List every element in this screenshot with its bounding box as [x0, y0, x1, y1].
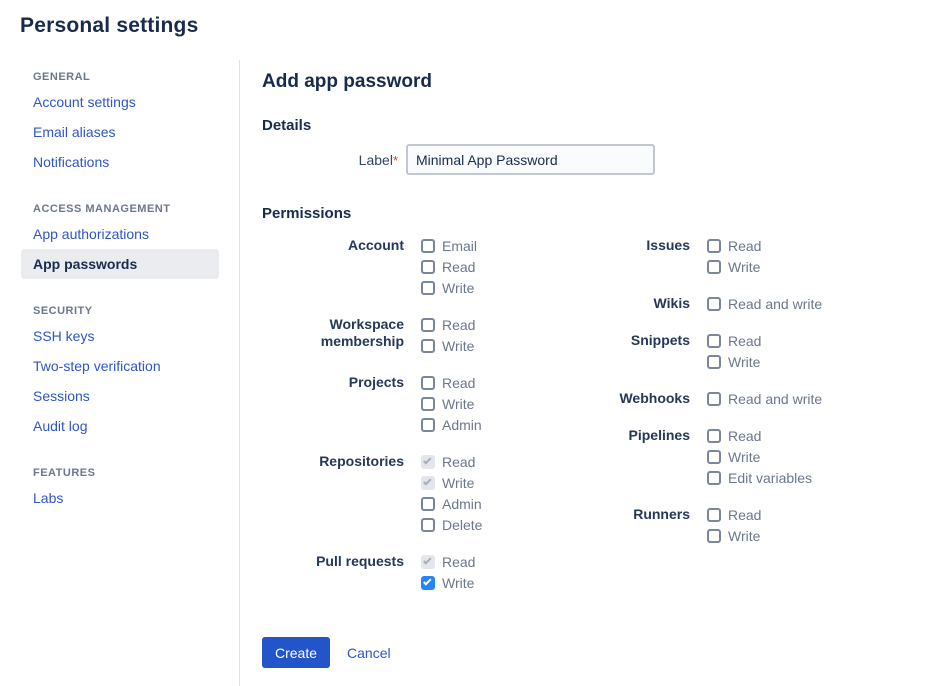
- sidebar-section-access-management: [21, 203, 219, 279]
- sidebar-section-header: SECURITY: [33, 305, 93, 317]
- perm-option-webhooks-read-write: [707, 388, 822, 409]
- required-asterisk: *: [392, 152, 398, 168]
- checkbox-label[interactable]: Edit variables: [728, 469, 813, 486]
- perm-option-repositories-read: [421, 451, 482, 472]
- permissions-columns: [262, 235, 936, 609]
- details-section-heading: Details: [262, 117, 312, 134]
- checkbox-label: Write: [442, 474, 475, 491]
- perm-group-name: Workspace membership: [320, 316, 404, 349]
- perm-group-pipelines: [548, 425, 834, 488]
- checkbox[interactable]: [421, 239, 435, 253]
- perm-option-runners-write: [707, 525, 761, 546]
- perm-group-repositories: [262, 451, 548, 535]
- perm-options: [421, 314, 475, 356]
- perm-option-projects-write: [421, 393, 482, 414]
- perm-option-account-read: [421, 256, 477, 277]
- page-header: [0, 0, 936, 60]
- form-title: Add app password: [262, 71, 432, 92]
- checkbox[interactable]: [421, 318, 435, 332]
- checkbox[interactable]: [707, 450, 721, 464]
- checkbox[interactable]: [707, 429, 721, 443]
- checkbox-label[interactable]: Read: [442, 258, 476, 275]
- sidebar-item-email-aliases[interactable]: Email aliases: [33, 124, 116, 140]
- checkbox[interactable]: [707, 355, 721, 369]
- perm-options: [707, 425, 812, 488]
- perm-group-issues: [548, 235, 834, 277]
- sidebar-section-header: GENERAL: [33, 71, 91, 83]
- perm-group-name: Webhooks: [619, 390, 690, 406]
- perm-option-pipelines-edit-variables: [707, 467, 812, 488]
- perm-group-name: Pipelines: [628, 427, 690, 443]
- sidebar-section-header: ACCESS MANAGEMENT: [33, 203, 171, 215]
- sidebar-section-features: [21, 467, 219, 513]
- main-content: [240, 60, 936, 686]
- checkbox-label[interactable]: Write: [442, 337, 475, 354]
- checkbox[interactable]: [707, 239, 721, 253]
- label-text: Label: [358, 151, 393, 168]
- sidebar-item-account-settings[interactable]: Account settings: [33, 94, 136, 110]
- perm-group-account: [262, 235, 548, 298]
- perm-option-pipelines-write: [707, 446, 812, 467]
- sidebar-item-app-authorizations[interactable]: App authorizations: [33, 226, 149, 242]
- checkbox: [421, 455, 435, 469]
- checkbox-label[interactable]: Write: [728, 353, 761, 370]
- settings-sidebar: [0, 60, 240, 686]
- checkbox-label[interactable]: Read: [728, 332, 762, 349]
- checkbox-label[interactable]: Write: [728, 527, 761, 544]
- perm-options: [707, 504, 761, 546]
- checkbox-label[interactable]: Read: [728, 427, 762, 444]
- checkbox[interactable]: [707, 529, 721, 543]
- checkbox-label[interactable]: Email: [442, 237, 478, 254]
- sidebar-section-security: [21, 305, 219, 441]
- perm-option-issues-read: [707, 235, 761, 256]
- perm-option-account-write: [421, 277, 477, 298]
- perm-group-pull-requests: [262, 551, 548, 593]
- checkbox-label[interactable]: Read: [442, 316, 476, 333]
- perm-group-webhooks: [548, 388, 834, 409]
- perm-option-account-email: [421, 235, 477, 256]
- checkbox[interactable]: [421, 576, 435, 590]
- perm-option-runners-read: [707, 504, 761, 525]
- checkmark-icon: [423, 556, 431, 564]
- cancel-link[interactable]: Cancel: [347, 644, 391, 661]
- perm-option-pull-requests-write: [421, 572, 475, 593]
- sidebar-item-audit-log[interactable]: Audit log: [33, 418, 88, 434]
- checkmark-icon: [423, 477, 431, 485]
- perm-group-name: Projects: [348, 374, 404, 390]
- perm-option-snippets-read: [707, 330, 761, 351]
- perm-option-repositories-delete: [421, 514, 482, 535]
- label-input[interactable]: [406, 144, 655, 175]
- perm-option-projects-admin: [421, 414, 482, 435]
- checkbox-label[interactable]: Write: [442, 574, 475, 591]
- perm-group-workspace-membership: [262, 314, 548, 356]
- perm-options: [707, 293, 822, 314]
- checkbox-label[interactable]: Read: [728, 506, 762, 523]
- page-title: Personal settings: [20, 14, 199, 37]
- sidebar-item-ssh-keys[interactable]: SSH keys: [33, 328, 95, 344]
- perm-options: [707, 330, 761, 372]
- perm-options: [421, 551, 475, 593]
- perm-group-name: Pull requests: [316, 553, 404, 569]
- checkbox[interactable]: [421, 339, 435, 353]
- checkbox: [421, 476, 435, 490]
- checkbox-label[interactable]: Delete: [442, 516, 483, 533]
- perm-option-pipelines-read: [707, 425, 812, 446]
- checkbox[interactable]: [421, 397, 435, 411]
- checkbox-label: Read: [442, 553, 476, 570]
- checkbox-label: Read: [442, 453, 476, 470]
- checkbox-label[interactable]: Write: [728, 448, 761, 465]
- checkbox[interactable]: [707, 260, 721, 274]
- checkbox[interactable]: [707, 508, 721, 522]
- checkbox[interactable]: [421, 518, 435, 532]
- checkmark-icon: [423, 577, 431, 585]
- checkbox-label[interactable]: Read and write: [728, 390, 823, 407]
- perm-options: [707, 235, 761, 277]
- perm-option-pull-requests-read: [421, 551, 475, 572]
- perm-group-name: Runners: [633, 506, 690, 522]
- sidebar-item-notifications[interactable]: Notifications: [33, 154, 110, 170]
- checkbox-label[interactable]: Admin: [442, 495, 482, 512]
- perm-options: [421, 451, 482, 535]
- checkbox[interactable]: [421, 418, 435, 432]
- sidebar-item-two-step-verification[interactable]: Two-step verification: [33, 358, 161, 374]
- perm-option-workspace-write: [421, 335, 475, 356]
- perm-group-snippets: [548, 330, 834, 372]
- checkbox[interactable]: [707, 297, 721, 311]
- permissions-column-left: [262, 235, 548, 609]
- checkbox-label[interactable]: Write: [728, 258, 761, 275]
- layout: [0, 60, 936, 686]
- perm-option-workspace-read: [421, 314, 475, 335]
- label-field-label: [262, 152, 398, 168]
- sidebar-item-labs[interactable]: Labs: [33, 490, 64, 506]
- label-form-row: [262, 144, 936, 175]
- form-actions: [262, 637, 936, 668]
- checkbox-label[interactable]: Read: [442, 374, 476, 391]
- permissions-column-right: [548, 235, 834, 609]
- perm-group-name: Repositories: [319, 453, 404, 469]
- perm-option-issues-write: [707, 256, 761, 277]
- checkbox[interactable]: [707, 334, 721, 348]
- checkbox-label[interactable]: Admin: [442, 416, 482, 433]
- sidebar-item-app-passwords[interactable]: App passwords: [21, 249, 219, 279]
- perm-options: [707, 388, 822, 409]
- perm-options: [421, 235, 477, 298]
- perm-option-repositories-admin: [421, 493, 482, 514]
- perm-option-snippets-write: [707, 351, 761, 372]
- checkbox-label[interactable]: Write: [442, 279, 475, 296]
- perm-options: [421, 372, 482, 435]
- perm-group-name: Account: [348, 237, 404, 253]
- checkbox: [421, 555, 435, 569]
- sidebar-section-header: FEATURES: [33, 467, 96, 479]
- checkbox-label[interactable]: Read: [728, 237, 762, 254]
- checkbox[interactable]: [421, 376, 435, 390]
- checkbox[interactable]: [421, 497, 435, 511]
- perm-group-name: Snippets: [630, 332, 690, 348]
- checkbox[interactable]: [707, 392, 721, 406]
- sidebar-section-general: [21, 71, 219, 177]
- perm-group-runners: [548, 504, 834, 546]
- checkbox-label[interactable]: Write: [442, 395, 475, 412]
- checkbox[interactable]: [421, 260, 435, 274]
- perm-group-projects: [262, 372, 548, 435]
- perm-option-wikis-read-write: [707, 293, 822, 314]
- perm-group-name: Issues: [646, 237, 690, 253]
- perm-option-repositories-write: [421, 472, 482, 493]
- checkmark-icon: [423, 456, 431, 464]
- perm-option-projects-read: [421, 372, 482, 393]
- permissions-section-heading: Permissions: [262, 205, 352, 222]
- sidebar-item-sessions[interactable]: Sessions: [33, 388, 90, 404]
- checkbox[interactable]: [421, 281, 435, 295]
- checkbox[interactable]: [707, 471, 721, 485]
- create-button[interactable]: Create: [262, 637, 330, 668]
- checkbox-label[interactable]: Read and write: [728, 295, 823, 312]
- perm-group-name: Wikis: [653, 295, 690, 311]
- perm-group-wikis: [548, 293, 834, 314]
